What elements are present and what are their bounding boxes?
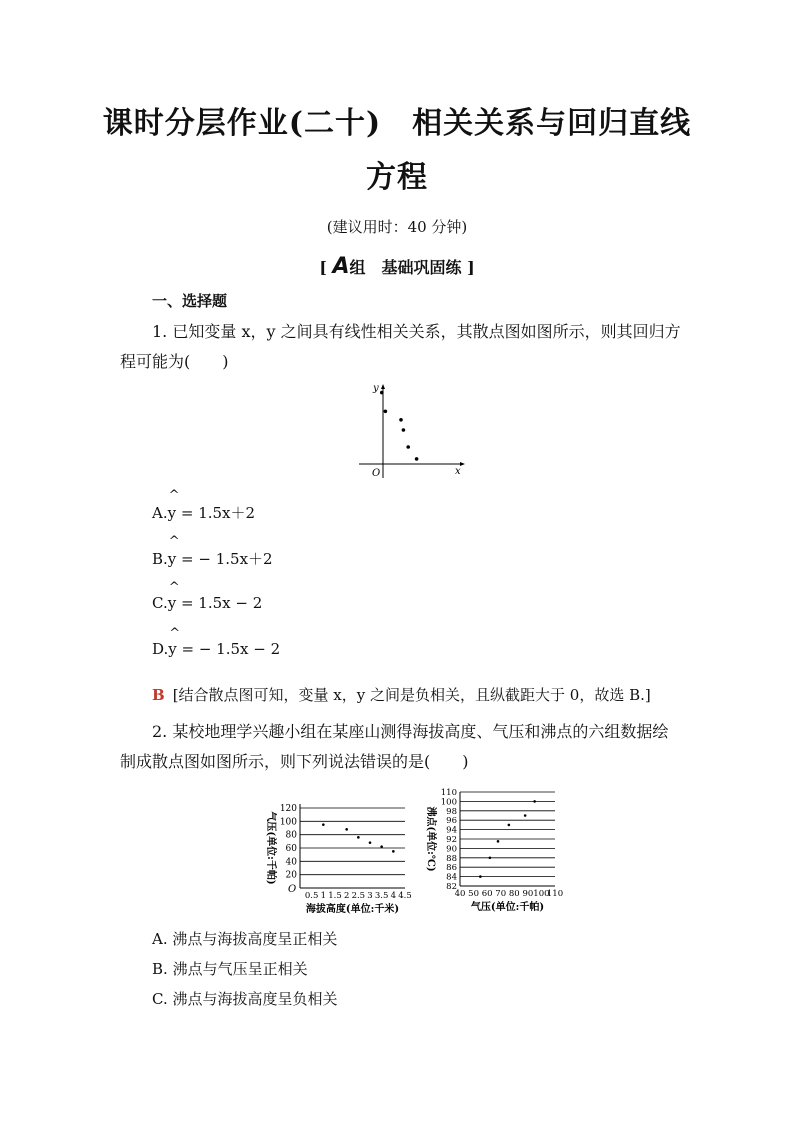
group-badge: A <box>332 254 350 279</box>
y-tick-label-0: 20 <box>285 870 297 881</box>
x-tick-label-2: 1.5 <box>328 891 342 901</box>
q2-chart-left <box>260 788 415 918</box>
group-label: 组 基础巩固练 <box>349 258 462 277</box>
q1-point-4 <box>406 445 410 449</box>
y-tick-label-0: 82 <box>446 882 457 892</box>
data-point-2 <box>357 836 360 839</box>
data-point-5 <box>533 800 536 803</box>
q1-x-arrow <box>460 462 465 466</box>
x-tick-label-4: 80 <box>508 889 520 899</box>
section-title: 一、选择题 <box>152 292 228 310</box>
y-tick-label-1: 40 <box>285 857 297 868</box>
x-tick-label-5: 90 <box>522 889 534 899</box>
y-tick-label-3: 88 <box>446 853 457 864</box>
time-hint: (建议用时：40 分钟) <box>326 218 468 236</box>
x-tick-label-3: 70 <box>495 889 507 899</box>
y-tick-label-2: 60 <box>285 844 297 854</box>
x-tick-label-0: 40 <box>454 889 466 899</box>
data-point-1 <box>345 828 348 831</box>
y-tick-label-4: 100 <box>279 817 297 828</box>
q1-option-b-eq: ^ y = − 1.5x＋2 <box>168 548 273 569</box>
data-point-0 <box>322 823 325 826</box>
x-axis-label: 气压(单位:千帕) <box>470 902 545 913</box>
origin-label: O <box>288 884 297 895</box>
q1-option-b[interactable]: B.^ y = − 1.5x＋2 <box>152 548 273 569</box>
q1-option-a-eq: ^ y = 1.5x＋2 <box>168 502 255 523</box>
q1-answer-explanation: [结合散点图可知，变量 x，y 之间是负相关，且纵截距大于 0，故选 B.] <box>172 686 651 704</box>
q1-y-arrow <box>381 384 385 389</box>
y-tick-label-8: 98 <box>446 806 457 817</box>
q2-option-a[interactable]: A. 沸点与海拔高度呈正相关 <box>152 930 338 948</box>
data-point-4 <box>524 814 527 817</box>
page-title: 课时分层作业(二十) 相关关系与回归直线 <box>102 106 692 141</box>
y-tick-label-10: 110 <box>440 788 457 798</box>
q2-option-c[interactable]: C. 沸点与海拔高度呈负相关 <box>152 990 338 1008</box>
q1-scatter-chart <box>355 382 470 482</box>
q1-x-label: x <box>455 466 461 477</box>
y-tick-label-7: 96 <box>446 816 457 827</box>
q2-text-line2: 制成散点图如图所示，则下列说法错误的是( ) <box>120 752 469 771</box>
x-tick-label-6: 100 <box>533 889 550 899</box>
q1-option-a[interactable]: A.^ y = 1.5x＋2 <box>152 502 255 523</box>
q1-answer-letter: B <box>152 686 165 704</box>
y-tick-label-1: 84 <box>446 872 457 883</box>
q1-option-d-eq: ^ y = − 1.5x − 2 <box>168 640 280 658</box>
x-tick-label-3: 2 <box>343 891 350 901</box>
y-tick-label-3: 80 <box>285 830 297 841</box>
x-tick-label-7: 110 <box>546 889 564 899</box>
q1-point-5 <box>415 457 419 461</box>
y-axis-label: 沸点(单位:℃) <box>425 806 436 872</box>
group-heading <box>0 254 794 279</box>
data-point-0 <box>479 875 482 878</box>
data-point-3 <box>508 824 511 827</box>
q1-origin: O <box>372 468 381 479</box>
page-title-line2: 方程 <box>366 160 428 195</box>
x-tick-label-1: 50 <box>468 889 479 899</box>
group-close-bracket: ] <box>467 258 475 277</box>
data-point-2 <box>497 840 500 843</box>
q1-point-3 <box>402 428 406 432</box>
x-tick-label-4: 2.5 <box>351 891 366 901</box>
y-axis-label: 气压(单位:千帕) <box>265 811 276 885</box>
q1-text-line2: 程可能为( ) <box>120 352 229 371</box>
q2-text-line1: 2. 某校地理学兴趣小组在某座山测得海拔高度、气压和沸点的六组数据绘 <box>152 722 669 741</box>
y-tick-label-5: 120 <box>279 804 297 814</box>
q1-option-c[interactable]: C.^ y = 1.5x − 2 <box>152 594 262 612</box>
y-tick-label-2: 86 <box>446 863 457 874</box>
q1-point-0 <box>380 391 384 395</box>
q1-point-2 <box>399 418 403 422</box>
q1-option-c-eq: ^ y = 1.5x − 2 <box>168 594 263 612</box>
q1-text-line1: 1. 已知变量 x，y 之间具有线性相关关系，其散点图如图所示，则其回归方 <box>152 322 681 341</box>
q1-answer <box>152 684 651 705</box>
q1-option-d[interactable]: D.^ y = − 1.5x − 2 <box>152 640 280 658</box>
group-open-bracket: [ <box>319 258 327 277</box>
x-tick-label-6: 3.5 <box>374 891 389 901</box>
q1-point-1 <box>384 410 388 414</box>
y-tick-label-9: 100 <box>440 797 457 808</box>
y-tick-label-4: 90 <box>446 844 457 855</box>
y-tick-label-6: 94 <box>446 825 457 836</box>
data-point-5 <box>392 850 395 853</box>
q2-option-b[interactable]: B. 沸点与气压呈正相关 <box>152 960 308 978</box>
x-tick-label-8: 4.5 <box>398 891 412 901</box>
x-tick-label-5: 3 <box>367 891 373 901</box>
data-point-3 <box>369 841 372 844</box>
x-tick-label-7: 4 <box>390 891 397 901</box>
q2-chart-right <box>420 788 570 918</box>
y-tick-label-5: 92 <box>446 835 457 845</box>
x-tick-label-2: 60 <box>481 889 493 899</box>
x-axis-label: 海拔高度(单位:千米) <box>305 904 400 915</box>
data-point-1 <box>489 857 492 860</box>
x-tick-label-1: 1 <box>320 891 327 901</box>
data-point-4 <box>380 845 383 848</box>
q1-y-label: y <box>373 383 379 394</box>
x-tick-label-0: 0.5 <box>304 891 319 901</box>
